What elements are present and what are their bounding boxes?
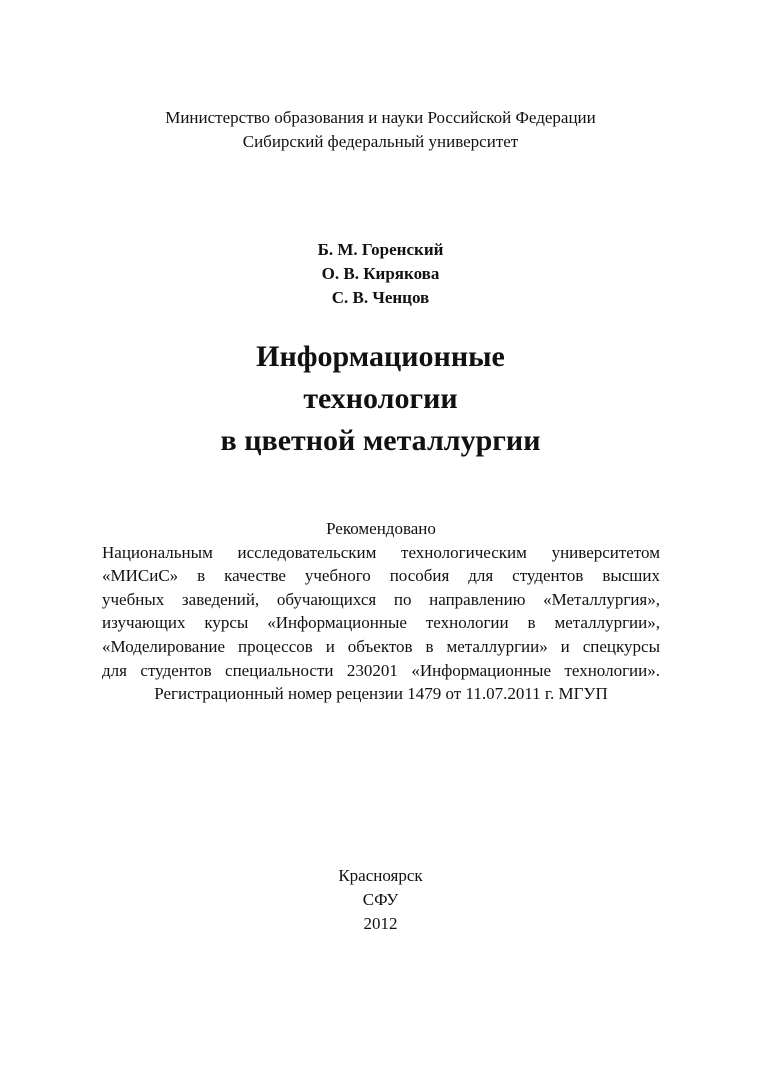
title-line: Информационные [256,340,505,373]
recommendation-line: Национальным исследовательским технологическим университетом [102,542,660,562]
imprint-city: Красноярск [338,866,423,885]
recommendation-line: учебных заведений, обучающихся по направлению «Металлургия», [102,589,660,609]
authors-block [0,238,761,310]
imprint-publisher: СФУ [362,890,399,909]
registration-number: Регистрационный номер рецензии 1479 от 11.07.2011 г. МГУП [154,684,608,704]
recommendation-line: «МИСиС» в качестве учебного пособия для студентов высших [102,566,660,586]
title-line: технологии [303,382,458,415]
author-name: О. В. Кирякова [321,264,440,283]
recommendation-line: изучающих курсы «Информационные технологии в металлургии», [102,613,660,633]
author-name: С. В. Ченцов [331,288,430,307]
recommendation-line: для студентов специальности 230201 «Информационные технологии». [102,660,660,680]
author-name: Б. М. Горенский [317,240,444,259]
recommendation-heading: Рекомендовано [326,519,436,538]
organization-block [0,106,761,154]
ministry-line: Министерство образования и науки Российской Федерации [165,108,596,127]
university-line: Сибирский федеральный университет [242,132,519,151]
recommendation-line: «Моделирование процессов и объектов в металлургии» и спецкурсы [102,636,660,656]
recommendation-block [102,517,660,706]
book-title [0,336,761,462]
imprint-year: 2012 [363,914,398,933]
imprint-block [0,864,761,936]
title-line: в цветной металлургии [220,424,541,457]
